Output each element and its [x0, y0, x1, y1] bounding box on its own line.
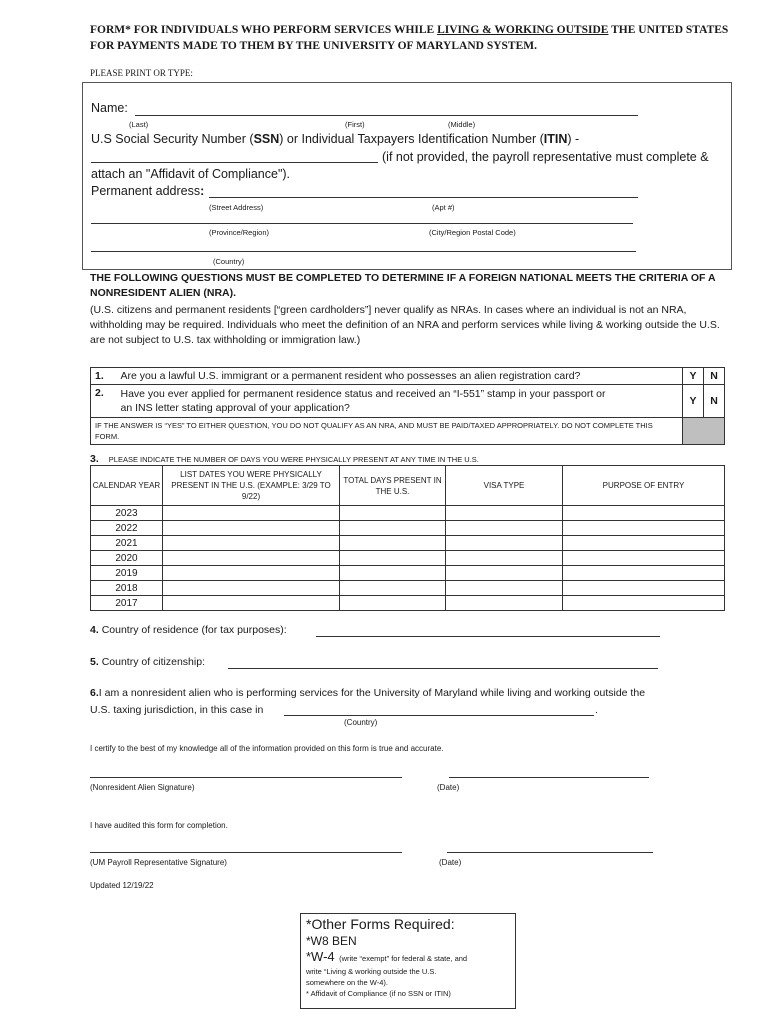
answer-no[interactable]: N: [704, 368, 725, 385]
table-row: [91, 581, 725, 596]
province-sub: (Province/Region): [209, 228, 270, 237]
itin-bold: ITIN: [543, 132, 568, 146]
purpose-cell[interactable]: [563, 596, 725, 611]
days-cell[interactable]: [340, 551, 446, 566]
year-cell: 2022: [91, 521, 163, 536]
purpose-cell[interactable]: [563, 506, 725, 521]
col-dates-present: LIST DATES YOU WERE PHYSICALLY PRESENT IN THE U.S. (EXAMPLE: 3/29 TO 9/22): [163, 466, 340, 506]
ssn-text-end: ) -: [567, 132, 580, 146]
answer-yes[interactable]: Y: [683, 385, 704, 418]
nra-signature-label: (Nonresident Alien Signature): [90, 783, 195, 792]
certify-text: I certify to the best of my knowledge all of the information provided on this form is true and accurate.: [90, 744, 444, 753]
purpose-cell[interactable]: [563, 566, 725, 581]
shaded-cell: [683, 418, 725, 445]
q5-text: Country of citizenship:: [101, 656, 205, 668]
dates-cell[interactable]: [163, 566, 340, 581]
visa-cell[interactable]: [446, 566, 563, 581]
name-label: Name:: [91, 101, 128, 115]
identity-box: [82, 82, 732, 270]
col-purpose-entry: PURPOSE OF ENTRY: [563, 466, 725, 506]
visa-cell[interactable]: [446, 536, 563, 551]
w4-note: (write “exempt” for federal & state, and: [339, 954, 468, 963]
residence-country-field[interactable]: [316, 636, 660, 637]
dates-cell[interactable]: [163, 596, 340, 611]
table-row: [91, 566, 725, 581]
q6-number: 6.: [90, 687, 99, 699]
q5-label: [90, 656, 205, 668]
q6-label: [90, 687, 730, 699]
nra-date-field[interactable]: [449, 777, 649, 778]
q6-text: I am a nonresident alien who is performing services for the University of Maryland while living and working outside the: [98, 687, 646, 699]
days-cell[interactable]: [340, 521, 446, 536]
table-row: [91, 506, 725, 521]
nra-date-label: (Date): [437, 783, 460, 792]
year-cell: 2019: [91, 566, 163, 581]
dates-cell[interactable]: [163, 581, 340, 596]
ssn-text: U.S Social Security Number (: [91, 132, 254, 146]
address-colon: :: [200, 184, 205, 198]
print-instruction: PLEASE PRINT OR TYPE:: [90, 68, 193, 78]
ssn-field[interactable]: [91, 162, 378, 163]
audit-text: I have audited this form for completion.: [90, 821, 228, 830]
ssn-note: (if not provided, the payroll representative must complete &: [382, 150, 709, 164]
col-visa-type: VISA TYPE: [446, 466, 563, 506]
ssn-text-mid: ) or Individual Taxpayers Identification Number (: [279, 132, 544, 146]
question-note-row: [91, 418, 725, 445]
visa-cell[interactable]: [446, 581, 563, 596]
days-header-row: [91, 466, 725, 506]
name-sub-last: (Last): [129, 120, 149, 129]
col-total-days: TOTAL DAYS PRESENT IN THE U.S.: [340, 466, 446, 506]
table-row: [91, 536, 725, 551]
country-field[interactable]: [91, 251, 636, 252]
col-calendar-year: CALENDAR YEAR: [91, 466, 163, 506]
w4-item: [306, 949, 510, 966]
payroll-signature-label: (UM Payroll Representative Signature): [90, 858, 227, 867]
question-row: [91, 368, 725, 385]
updated-date: Updated 12/19/22: [90, 881, 154, 890]
q3-heading: [90, 453, 479, 465]
form-title: [90, 22, 730, 54]
citizenship-field[interactable]: [228, 668, 658, 669]
title-text-end: THE UNITED STATES FOR PAYMENTS MADE TO THEM BY THE UNIVERSITY OF MARYLAND SYSTEM.: [90, 24, 729, 52]
w4-note-3: somewhere on the W-4).: [306, 978, 388, 987]
ssn-bold: SSN: [253, 132, 280, 146]
dates-cell[interactable]: [163, 521, 340, 536]
w4-note-2: write “Living & working outside the U.S.: [306, 967, 437, 976]
q3-number: 3.: [90, 453, 99, 465]
name-sub-first: (First): [345, 120, 365, 129]
nra-questions-table: [90, 367, 725, 445]
name-sub-middle: (Middle): [448, 120, 476, 129]
w4-label: *W-4: [306, 949, 335, 964]
table-row: [91, 521, 725, 536]
address-label: [91, 184, 204, 198]
year-cell: 2018: [91, 581, 163, 596]
q4-text: Country of residence (for tax purposes):: [101, 624, 287, 636]
q5-number: 5.: [90, 656, 99, 668]
question-number: 1.: [91, 368, 117, 385]
purpose-cell[interactable]: [563, 551, 725, 566]
q4-number: 4.: [90, 624, 99, 636]
days-cell[interactable]: [340, 506, 446, 521]
payroll-date-label: (Date): [439, 858, 462, 867]
name-field[interactable]: [135, 115, 638, 116]
table-row: [91, 551, 725, 566]
days-cell[interactable]: [340, 536, 446, 551]
country-sub: (Country): [213, 257, 245, 266]
other-forms-title: *Other Forms Required:: [306, 916, 455, 932]
title-text: FORM* FOR INDIVIDUALS WHO PERFORM SERVICES WHILE: [90, 24, 438, 36]
nra-signature-field[interactable]: [90, 777, 402, 778]
province-city-field[interactable]: [91, 223, 633, 224]
purpose-cell[interactable]: [563, 521, 725, 536]
question-text: [117, 385, 683, 418]
other-forms-box: [300, 913, 516, 1009]
question-number: 2.: [91, 385, 117, 418]
dates-cell[interactable]: [163, 551, 340, 566]
days-cell[interactable]: [340, 596, 446, 611]
payroll-date-field[interactable]: [447, 852, 653, 853]
q3-heading-text: PLEASE INDICATE THE NUMBER OF DAYS YOU WERE PHYSICALLY PRESENT AT ANY TIME IN THE U.S.: [108, 455, 479, 464]
question-text-content: Have you ever applied for permanent residence status and received an “I-551” stamp in your passport or an INS letter stating approval of your application?: [120, 388, 606, 414]
visa-cell[interactable]: [446, 551, 563, 566]
question-row: [91, 385, 725, 418]
year-cell: 2021: [91, 536, 163, 551]
table-row: [91, 596, 725, 611]
visa-cell[interactable]: [446, 596, 563, 611]
q6-country-sub: (Country): [344, 718, 378, 727]
q6-end: .: [595, 704, 598, 716]
q6-line2: U.S. taxing jurisdiction, in this case in: [90, 704, 264, 716]
ssn-label: [91, 132, 579, 146]
title-underlined: LIVING & WORKING OUTSIDE: [437, 24, 609, 36]
requirements-text: (U.S. citizens and permanent residents [“green cardholders”] never qualify as NRAs. In cases where an individual is not an NRA, withholding may be required. Individuals who meet the definition of an NRA and perform services while living & working outside the U.S. are not subject to U.S. tax withholding or immigration law.): [90, 304, 720, 346]
question-text: Are you a lawful U.S. immigrant or a permanent resident who possesses an alien registration card?: [117, 368, 683, 385]
w8-item: *W8 BEN: [306, 934, 357, 948]
purpose-cell[interactable]: [563, 536, 725, 551]
ssn-note-2: attach an "Affidavit of Compliance").: [91, 167, 291, 181]
answer-yes[interactable]: Y: [683, 368, 704, 385]
payroll-signature-field[interactable]: [90, 852, 402, 853]
visa-cell[interactable]: [446, 521, 563, 536]
answer-no[interactable]: N: [704, 385, 725, 418]
address-label-text: Permanent address: [91, 184, 201, 198]
requirements-heading: THE FOLLOWING QUESTIONS MUST BE COMPLETED TO DETERMINE IF A FOREIGN NATIONAL MEETS THE CRITERIA OF A NONRESIDENT ALIEN (NRA).: [90, 272, 716, 299]
q4-label: [90, 624, 287, 636]
dates-cell[interactable]: [163, 506, 340, 521]
affidavit-item: * Affidavit of Compliance (if no SSN or ITIN): [306, 989, 451, 998]
street-address-sub: (Street Address): [209, 203, 264, 212]
taxing-country-field[interactable]: [284, 715, 594, 716]
question-note: IF THE ANSWER IS “YES” TO EITHER QUESTION, YOU DO NOT QUALIFY AS AN NRA, AND MUST BE PAID/TAXED APPROPRIATELY. DO NOT COMPLETE THIS FORM.: [91, 418, 683, 445]
purpose-cell[interactable]: [563, 581, 725, 596]
year-cell: 2017: [91, 596, 163, 611]
visa-cell[interactable]: [446, 506, 563, 521]
street-address-field[interactable]: [209, 197, 638, 198]
days-present-table: [90, 465, 725, 611]
year-cell: 2020: [91, 551, 163, 566]
days-cell[interactable]: [340, 581, 446, 596]
days-cell[interactable]: [340, 566, 446, 581]
postal-sub: (City/Region Postal Code): [429, 228, 516, 237]
dates-cell[interactable]: [163, 536, 340, 551]
year-cell: 2023: [91, 506, 163, 521]
apt-sub: (Apt #): [432, 203, 455, 212]
